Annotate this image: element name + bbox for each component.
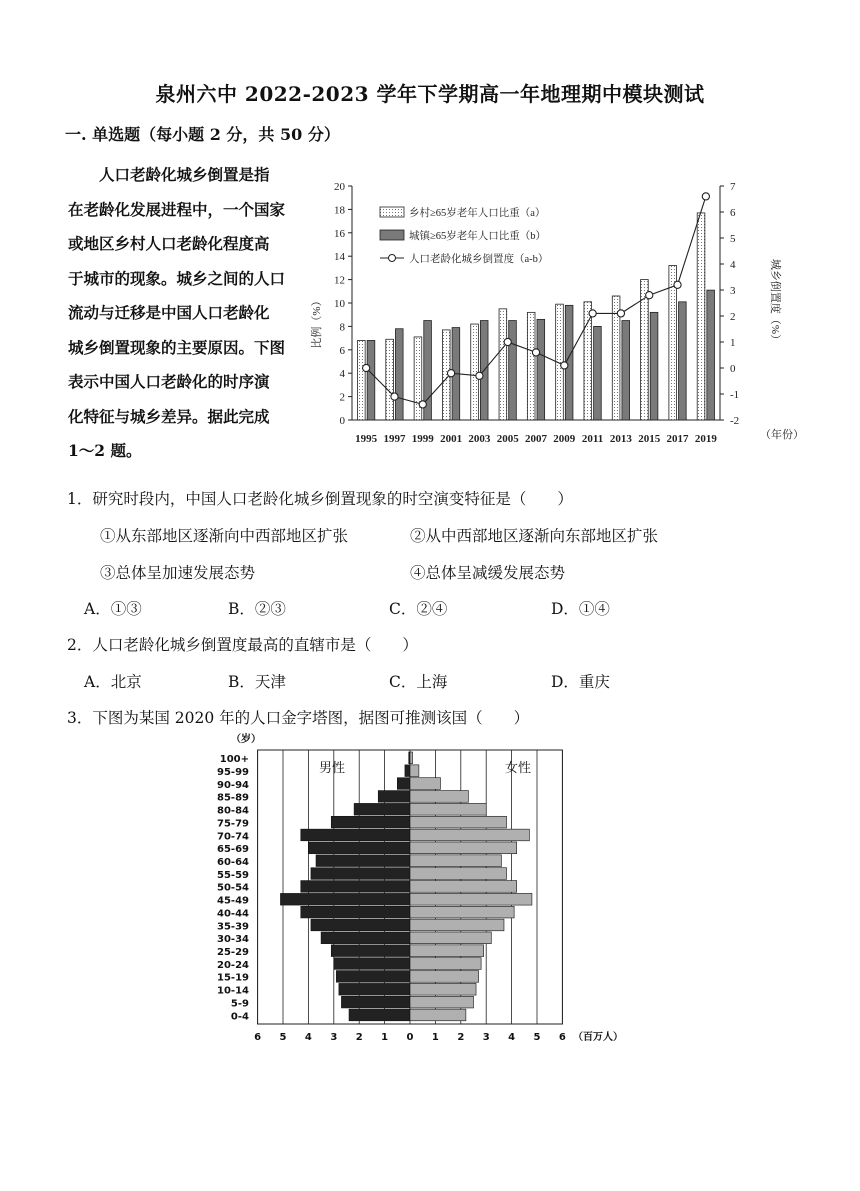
- male-bar-55-59: [311, 868, 410, 880]
- bar-urban-2019: [707, 290, 715, 420]
- q1-option-a[interactable]: A．①③: [84, 600, 142, 618]
- female-bar-55-59: [410, 868, 507, 880]
- question-3-stem: 3．下图为某国 2020 年的人口金字塔图，据图可推测该国（ ）: [67, 709, 530, 727]
- y-tick-label: 6: [339, 344, 345, 357]
- y2-axis-label: 城乡倒置度（%）: [769, 258, 781, 346]
- female-bar-70-74: [410, 829, 529, 841]
- q1-option-b[interactable]: B．②③: [228, 600, 286, 618]
- female-bar-20-24: [410, 958, 481, 970]
- age-group-label: 0-4: [230, 1011, 249, 1023]
- x-tick-label: 1997: [383, 433, 406, 445]
- y-tick-label: 18: [334, 204, 345, 217]
- y2-tick-label: 3: [730, 285, 736, 297]
- inversion-point-2007: [532, 349, 539, 356]
- y2-tick-label: -1: [730, 389, 740, 401]
- male-bar-25-29: [331, 945, 410, 957]
- male-bar-20-24: [334, 958, 410, 970]
- male-bar-80-84: [354, 803, 410, 815]
- male-bar-75-79: [331, 816, 410, 828]
- female-bar-60-64: [410, 855, 501, 867]
- bar-rural-2005: [499, 309, 507, 420]
- question-2-stem: 2．人口老龄化城乡倒置度最高的直辖市是（ ）: [67, 636, 418, 654]
- x-tick-label: 0: [406, 1032, 414, 1043]
- y-tick-label: 2: [339, 391, 345, 404]
- inversion-point-2011: [589, 310, 596, 317]
- female-bar-10-14: [410, 983, 476, 995]
- q1-item-2: ②从中西部地区逐渐向东部地区扩张: [410, 527, 659, 545]
- male-bar-35-39: [311, 919, 410, 931]
- age-group-label: 15-19: [217, 972, 249, 984]
- inversion-point-2001: [447, 370, 454, 377]
- female-bar-30-34: [410, 932, 491, 944]
- inversion-point-2003: [476, 372, 483, 379]
- x-tick-label: 1995: [355, 433, 378, 445]
- q1-option-c[interactable]: C．②④: [389, 600, 448, 618]
- age-group-label: 40-44: [217, 908, 249, 920]
- inversion-point-2009: [561, 362, 568, 369]
- x-tick-label: 2015: [638, 433, 661, 445]
- y-tick-label: 14: [334, 251, 345, 264]
- question-1-stem: 1．研究时段内，中国人口老龄化城乡倒置现象的时空演变特征是（ ）: [67, 490, 573, 508]
- legend-swatch-rural: [380, 207, 404, 217]
- y-tick-label: 16: [334, 227, 345, 240]
- age-group-label: 90-94: [217, 779, 249, 791]
- male-bar-15-19: [336, 971, 410, 983]
- x-tick-label: 2003: [468, 433, 491, 445]
- y2-tick-label: 5: [730, 233, 736, 245]
- age-group-label: 35-39: [217, 921, 249, 933]
- bar-urban-2005: [509, 321, 517, 420]
- population-pyramid: [215, 728, 635, 1050]
- male-bar-45-49: [280, 893, 410, 905]
- x-tick-label: 5: [279, 1032, 287, 1043]
- male-bar-50-54: [301, 881, 410, 893]
- y2-tick-label: 2: [730, 311, 736, 323]
- bar-urban-2015: [650, 312, 658, 420]
- bar-rural-2003: [471, 324, 479, 420]
- bar-rural-2011: [584, 302, 592, 420]
- male-bar-10-14: [339, 983, 410, 995]
- bar-rural-2019: [697, 213, 705, 420]
- male-bar-5-9: [341, 996, 410, 1008]
- q1-item-1: ①从东部地区逐渐向中西部地区扩张: [100, 527, 349, 545]
- female-bar-15-19: [410, 971, 479, 983]
- age-group-label: 50-54: [217, 882, 249, 894]
- age-group-label: 5-9: [230, 998, 249, 1010]
- age-group-label: 95-99: [217, 767, 249, 779]
- female-bar-85-89: [410, 791, 468, 803]
- section-heading: 一. 单选题（每小题 2 分，共 50 分）: [65, 125, 340, 144]
- x-tick-label: 4: [304, 1032, 312, 1043]
- intro-line: 1～2 题。: [68, 441, 142, 460]
- male-bar-90-94: [397, 778, 410, 790]
- female-bar-5-9: [410, 996, 474, 1008]
- age-group-label: 65-69: [217, 844, 249, 856]
- inversion-point-1995: [363, 364, 370, 371]
- inversion-point-2013: [617, 310, 624, 317]
- age-group-label: 85-89: [217, 792, 249, 804]
- age-group-label: 45-49: [217, 895, 249, 907]
- x-tick-label: 3: [482, 1032, 490, 1043]
- aging-trend-chart: [310, 172, 804, 452]
- x-tick-label: 2013: [609, 433, 632, 445]
- legend-swatch-urban: [380, 230, 404, 240]
- male-label: 男性: [319, 761, 346, 776]
- male-bar-60-64: [316, 855, 410, 867]
- age-group-label: 20-24: [217, 959, 249, 971]
- age-group-label: 25-29: [217, 947, 249, 959]
- female-bar-35-39: [410, 919, 504, 931]
- bar-urban-2017: [679, 302, 687, 420]
- y2-tick-label: -2: [730, 415, 740, 427]
- y-axis-label: 比例（%）: [311, 295, 323, 349]
- y-tick-label: 8: [339, 321, 345, 334]
- bar-urban-2007: [537, 319, 545, 420]
- q1-option-d[interactable]: D．①④: [551, 600, 610, 618]
- age-group-label: 80-84: [217, 805, 249, 817]
- bar-rural-2017: [669, 266, 677, 420]
- inversion-point-2015: [646, 292, 653, 299]
- female-bar-45-49: [410, 893, 532, 905]
- q2-option-c[interactable]: C．上海: [389, 673, 448, 691]
- legend-inversion: 人口老龄化城乡倒置度（a-b）: [409, 254, 549, 265]
- legend-swatch-marker: [389, 255, 396, 262]
- male-bar-65-69: [308, 842, 410, 854]
- inversion-point-2017: [674, 281, 681, 288]
- inversion-point-2005: [504, 338, 511, 345]
- female-bar-65-69: [410, 842, 517, 854]
- x-tick-label: 6: [558, 1032, 566, 1043]
- y-tick-label: 0: [339, 415, 345, 427]
- exam-title: 泉州六中 2022-2023 学年下学期高一年地理期中模块测试: [155, 82, 705, 106]
- y2-tick-label: 0: [730, 363, 736, 375]
- male-bar-95-99: [405, 765, 410, 777]
- x-tick-label: 6: [254, 1032, 262, 1043]
- y2-tick-label: 7: [730, 181, 736, 193]
- bar-urban-1997: [395, 329, 403, 420]
- intro-line: 于城市的现象。城乡之间的人口: [68, 268, 286, 288]
- x-axis-unit: （百万人）: [573, 1032, 623, 1043]
- x-tick-label: 3: [330, 1032, 338, 1043]
- age-axis-unit: （岁）: [231, 734, 261, 745]
- y-tick-label: 20: [334, 181, 345, 193]
- x-tick-label: 1999: [411, 433, 434, 445]
- inversion-point-1997: [391, 393, 398, 400]
- bar-rural-1995: [358, 340, 366, 420]
- x-tick-label: 2007: [525, 433, 547, 445]
- intro-line: 表示中国人口老龄化的时序演: [68, 372, 270, 391]
- x-tick-label: 2005: [496, 433, 519, 445]
- female-bar-95-99: [410, 765, 419, 777]
- inversion-point-1999: [419, 401, 426, 408]
- intro-line: 或地区乡村人口老龄化程度高: [68, 234, 270, 253]
- intro-line: 在老龄化发展进程中，一个国家: [68, 199, 286, 219]
- y2-tick-label: 1: [730, 337, 736, 349]
- age-group-label: 100+: [219, 754, 249, 766]
- q2-option-a[interactable]: A．北京: [84, 673, 142, 691]
- bar-rural-2007: [527, 312, 535, 420]
- intro-line: 化特征与城乡差异。据此完成: [68, 406, 270, 426]
- x-axis-unit: （年份）: [760, 429, 804, 441]
- age-group-label: 30-34: [217, 934, 249, 946]
- male-bar-70-74: [301, 829, 410, 841]
- bar-urban-2013: [622, 321, 630, 420]
- q1-item-3: ③总体呈加速发展态势: [100, 564, 256, 582]
- legend-urban: 城镇≥65岁老年人口比重（b）: [409, 231, 547, 242]
- intro-line: 流动与迁移是中国人口老龄化: [68, 303, 270, 322]
- male-bar-40-44: [301, 906, 410, 918]
- age-group-label: 60-64: [217, 857, 249, 869]
- legend-rural: 乡村≥65岁老年人口比重（a）: [409, 208, 546, 219]
- x-tick-label: 5: [533, 1032, 541, 1043]
- female-bar-25-29: [410, 945, 484, 957]
- female-bar-80-84: [410, 803, 486, 815]
- age-group-label: 55-59: [217, 869, 249, 881]
- bar-urban-1995: [367, 340, 375, 420]
- female-bar-50-54: [410, 881, 517, 893]
- x-tick-label: 2: [457, 1032, 465, 1043]
- age-group-label: 10-14: [217, 985, 249, 997]
- x-tick-label: 2009: [553, 433, 576, 445]
- y-tick-label: 10: [334, 298, 345, 310]
- x-tick-label: 2: [355, 1032, 363, 1043]
- q2-option-b[interactable]: B．天津: [228, 673, 286, 691]
- y2-tick-label: 6: [730, 207, 736, 219]
- female-bar-0-4: [410, 1009, 466, 1021]
- male-bar-0-4: [349, 1009, 410, 1021]
- inversion-point-2019: [702, 193, 709, 200]
- age-group-label: 75-79: [217, 818, 249, 830]
- bar-rural-1997: [386, 339, 394, 420]
- female-bar-100+: [410, 752, 413, 764]
- x-tick-label: 2019: [694, 433, 717, 445]
- x-tick-label: 4: [508, 1032, 516, 1043]
- q1-item-4: ④总体呈减缓发展态势: [410, 564, 566, 582]
- female-bar-75-79: [410, 816, 507, 828]
- male-bar-85-89: [378, 791, 410, 803]
- x-tick-label: 1: [381, 1032, 389, 1043]
- x-tick-label: 2017: [666, 433, 689, 445]
- y-tick-label: 4: [339, 368, 345, 381]
- female-bar-40-44: [410, 906, 514, 918]
- x-tick-label: 1: [431, 1032, 439, 1043]
- y2-tick-label: 4: [730, 259, 736, 271]
- intro-passage: [68, 158, 300, 469]
- x-tick-label: 2001: [440, 433, 463, 445]
- male-bar-30-34: [321, 932, 410, 944]
- y-tick-label: 12: [334, 274, 345, 287]
- intro-line: 城乡倒置现象的主要原因。下图: [68, 337, 286, 357]
- bar-urban-2011: [594, 326, 602, 420]
- x-tick-label: 2011: [581, 433, 604, 445]
- age-group-label: 70-74: [217, 831, 249, 843]
- female-bar-90-94: [410, 778, 440, 790]
- q2-option-d[interactable]: D．重庆: [551, 673, 610, 691]
- intro-line: 人口老龄化城乡倒置是指: [68, 165, 270, 184]
- female-label: 女性: [505, 761, 532, 776]
